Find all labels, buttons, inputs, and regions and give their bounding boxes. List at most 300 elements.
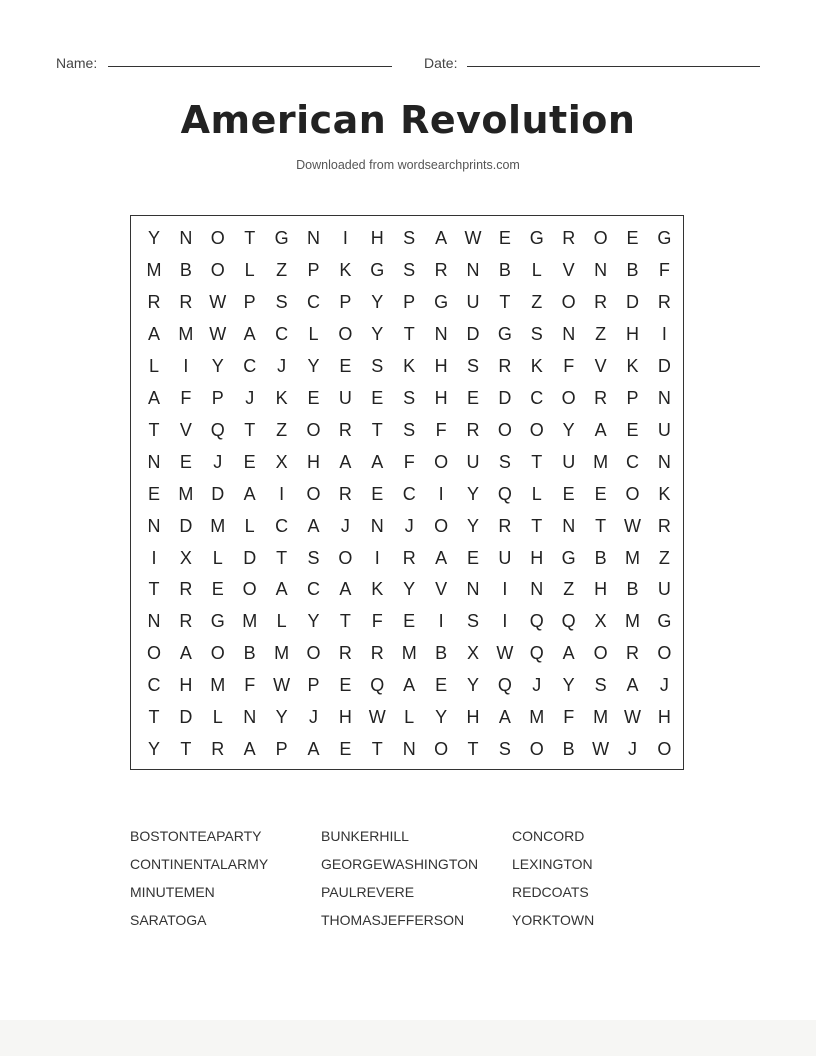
word-list-item: CONCORD <box>512 828 585 844</box>
grid-cell[interactable]: L <box>308 323 319 344</box>
grid-cell[interactable]: G <box>561 547 576 568</box>
grid-cell[interactable]: O <box>210 643 225 664</box>
grid-cell[interactable]: W <box>368 707 386 728</box>
grid-cell[interactable]: J <box>309 707 318 728</box>
grid-cell[interactable]: L <box>531 483 542 504</box>
grid-cell[interactable]: F <box>180 387 192 408</box>
grid-cell[interactable]: H <box>434 355 448 376</box>
grid-cell[interactable]: Y <box>562 419 575 440</box>
grid-cell[interactable]: H <box>338 707 352 728</box>
grid-cell[interactable]: G <box>434 291 449 312</box>
grid-cell[interactable]: O <box>210 228 225 248</box>
grid-cell[interactable]: O <box>593 643 608 664</box>
grid-cell[interactable]: S <box>466 355 479 376</box>
grid-cell[interactable]: W <box>273 675 291 696</box>
grid-cell[interactable]: O <box>434 515 449 536</box>
grid-cell[interactable]: F <box>435 419 447 440</box>
grid-cell[interactable]: O <box>625 483 640 504</box>
grid-cell[interactable]: A <box>243 739 256 760</box>
grid-cell[interactable]: E <box>339 739 352 760</box>
grid-cell[interactable]: V <box>594 355 607 376</box>
grid-cell[interactable]: O <box>434 451 449 472</box>
grid-cell[interactable]: M <box>210 515 226 536</box>
grid-cell[interactable]: I <box>183 355 189 376</box>
date-field[interactable] <box>467 66 760 67</box>
grid-cell[interactable]: C <box>626 451 639 472</box>
grid-cell[interactable]: D <box>211 483 225 504</box>
grid-cell[interactable]: L <box>531 259 542 280</box>
grid-cell[interactable]: Y <box>147 228 160 248</box>
grid-cell[interactable]: N <box>466 259 480 280</box>
grid-cell[interactable]: N <box>179 228 193 248</box>
grid-cell[interactable]: P <box>243 291 256 312</box>
grid-cell[interactable]: Y <box>562 675 575 696</box>
grid-cell[interactable]: G <box>370 259 385 280</box>
grid-cell[interactable]: R <box>594 291 608 312</box>
grid-cell[interactable]: N <box>402 739 416 760</box>
grid-cell[interactable]: U <box>338 387 352 408</box>
name-label: Name: <box>56 55 98 71</box>
word-list-item: CONTINENTALARMY <box>130 856 269 872</box>
grid-cell[interactable]: E <box>371 387 384 408</box>
grid-cell[interactable]: N <box>243 707 257 728</box>
grid-cell[interactable]: J <box>213 451 223 472</box>
grid-cell[interactable]: T <box>244 228 256 248</box>
grid-cell[interactable]: J <box>245 387 255 408</box>
grid-cell[interactable]: R <box>498 355 512 376</box>
grid-cell[interactable]: K <box>658 483 671 504</box>
grid-cell[interactable]: A <box>339 579 352 600</box>
grid-cell[interactable]: P <box>307 675 320 696</box>
grid-cell[interactable]: T <box>244 419 256 440</box>
name-field[interactable] <box>108 66 392 67</box>
grid-cell[interactable]: D <box>626 291 639 312</box>
grid-cell[interactable]: A <box>275 579 288 600</box>
grid-cell[interactable]: B <box>594 547 607 568</box>
grid-cell[interactable]: N <box>594 259 608 280</box>
grid-cell[interactable]: M <box>146 259 162 280</box>
grid-cell[interactable]: N <box>466 579 480 600</box>
grid-cell[interactable]: J <box>628 739 637 760</box>
grid-cell[interactable]: A <box>147 323 160 344</box>
grid-cell[interactable]: E <box>339 675 352 696</box>
grid-cell[interactable]: T <box>531 515 543 536</box>
grid-cell[interactable]: X <box>594 611 607 632</box>
grid-cell[interactable]: R <box>434 259 448 280</box>
grid-cell[interactable]: Y <box>307 355 320 376</box>
grid-cell[interactable]: A <box>403 675 416 696</box>
grid-cell[interactable]: L <box>404 707 415 728</box>
grid-cell[interactable]: Q <box>210 419 225 440</box>
grid-cell[interactable]: P <box>339 291 352 312</box>
grid-cell[interactable]: A <box>498 707 511 728</box>
grid-cell[interactable]: C <box>243 355 257 376</box>
grid-cell[interactable]: B <box>498 259 511 280</box>
grid-cell[interactable]: T <box>148 707 160 728</box>
date-label: Date: <box>424 55 458 71</box>
grid-cell[interactable]: M <box>625 611 640 632</box>
grid-cell[interactable]: W <box>464 228 482 248</box>
grid-cell[interactable]: A <box>435 228 448 248</box>
grid-cell[interactable]: D <box>179 707 193 728</box>
grid-cell[interactable]: L <box>276 611 287 632</box>
grid-cell[interactable]: F <box>563 707 575 728</box>
grid-cell[interactable]: N <box>657 451 671 472</box>
grid-cell[interactable]: K <box>626 355 639 376</box>
grid-cell[interactable]: M <box>593 707 609 728</box>
grid-cell[interactable]: W <box>496 643 514 664</box>
grid-cell[interactable]: A <box>435 547 448 568</box>
grid-cell[interactable]: H <box>626 323 639 344</box>
grid-cell[interactable]: L <box>244 515 255 536</box>
grid-cell[interactable]: D <box>498 387 512 408</box>
grid-cell[interactable]: Z <box>563 579 575 600</box>
grid-cell[interactable]: E <box>179 451 192 472</box>
grid-cell[interactable]: O <box>306 419 321 440</box>
grid-cell[interactable]: J <box>277 355 287 376</box>
grid-cell[interactable]: I <box>374 547 380 568</box>
grid-cell[interactable]: R <box>657 291 671 312</box>
grid-cell[interactable]: H <box>530 547 544 568</box>
grid-cell[interactable]: A <box>307 515 320 536</box>
grid-cell[interactable]: S <box>530 323 543 344</box>
grid-cell[interactable]: U <box>657 579 671 600</box>
grid-cell[interactable]: U <box>657 419 671 440</box>
grid-cell[interactable]: D <box>243 547 257 568</box>
grid-cell[interactable]: J <box>532 675 542 696</box>
grid-cell[interactable]: B <box>435 643 448 664</box>
grid-cell[interactable]: F <box>658 259 670 280</box>
grid-cell[interactable]: O <box>529 739 544 760</box>
grid-cell[interactable]: H <box>657 707 671 728</box>
grid-cell[interactable]: Z <box>595 323 607 344</box>
grid-cell[interactable]: T <box>467 739 479 760</box>
grid-cell[interactable]: L <box>148 355 159 376</box>
grid-cell[interactable]: S <box>466 611 479 632</box>
grid-cell[interactable]: R <box>179 579 193 600</box>
grid-cell[interactable]: B <box>562 739 575 760</box>
grid-cell[interactable]: R <box>402 547 416 568</box>
grid-cell[interactable]: T <box>339 611 351 632</box>
grid-cell[interactable]: O <box>306 483 321 504</box>
grid-cell[interactable]: H <box>594 579 608 600</box>
grid-cell[interactable]: U <box>562 451 576 472</box>
grid-cell[interactable]: U <box>466 451 480 472</box>
grid-cell[interactable]: W <box>209 323 227 344</box>
grid-cell[interactable]: T <box>148 579 160 600</box>
grid-cell[interactable]: N <box>147 611 161 632</box>
grid-cell[interactable]: X <box>466 643 479 664</box>
grid-cell[interactable]: Q <box>561 611 576 632</box>
grid-cell[interactable]: E <box>339 355 352 376</box>
grid-cell[interactable]: G <box>657 228 672 248</box>
grid-cell[interactable]: M <box>242 611 258 632</box>
grid-cell[interactable]: R <box>338 643 352 664</box>
grid-cell[interactable]: Y <box>403 579 416 600</box>
grid-cell[interactable]: O <box>561 387 576 408</box>
grid-cell[interactable]: P <box>626 387 639 408</box>
grid-cell[interactable]: M <box>210 675 226 696</box>
grid-cell[interactable]: Y <box>371 323 384 344</box>
grid-cell[interactable]: D <box>657 355 671 376</box>
grid-cell[interactable]: A <box>626 675 639 696</box>
grid-cell[interactable]: A <box>179 643 192 664</box>
grid-cell[interactable]: R <box>338 483 352 504</box>
grid-cell[interactable]: M <box>593 451 609 472</box>
grid-cell[interactable]: Y <box>307 611 320 632</box>
grid-cell[interactable]: R <box>498 515 512 536</box>
grid-cell[interactable]: M <box>529 707 545 728</box>
grid-cell[interactable]: S <box>594 675 607 696</box>
grid-cell[interactable]: F <box>244 675 256 696</box>
grid-cell[interactable]: O <box>593 228 608 248</box>
grid-cell[interactable]: N <box>657 387 671 408</box>
grid-cell[interactable]: A <box>243 483 256 504</box>
grid-cell[interactable]: L <box>212 547 223 568</box>
grid-cell[interactable]: T <box>148 419 160 440</box>
grid-cell[interactable]: Y <box>466 515 479 536</box>
grid-cell[interactable]: E <box>562 483 575 504</box>
grid-cell[interactable]: I <box>438 483 444 504</box>
grid-cell[interactable]: O <box>338 323 353 344</box>
grid-cell[interactable]: V <box>179 419 192 440</box>
grid-cell[interactable]: A <box>243 323 256 344</box>
grid-cell[interactable]: P <box>275 739 288 760</box>
grid-cell[interactable]: O <box>306 643 321 664</box>
grid-cell[interactable]: T <box>403 323 415 344</box>
grid-cell[interactable]: J <box>340 515 350 536</box>
grid-cell[interactable]: D <box>179 515 193 536</box>
grid-cell[interactable]: J <box>404 515 414 536</box>
grid-cell[interactable]: O <box>338 547 353 568</box>
grid-cell[interactable]: R <box>370 643 384 664</box>
grid-cell[interactable]: O <box>434 739 449 760</box>
grid-cell[interactable]: H <box>434 387 448 408</box>
grid-cell[interactable]: R <box>466 419 480 440</box>
grid-cell[interactable]: B <box>626 579 639 600</box>
grid-cell[interactable]: N <box>530 579 544 600</box>
grid-cell[interactable]: R <box>338 419 352 440</box>
grid-cell[interactable]: N <box>562 323 576 344</box>
grid-cell[interactable]: I <box>279 483 285 504</box>
grid-cell[interactable]: O <box>210 259 225 280</box>
grid-cell[interactable]: O <box>657 643 672 664</box>
grid-cell[interactable]: H <box>307 451 320 472</box>
grid-cell[interactable]: B <box>626 259 639 280</box>
grid-cell[interactable]: O <box>529 419 544 440</box>
grid-cell[interactable]: I <box>151 547 157 568</box>
grid-cell[interactable]: O <box>497 419 512 440</box>
grid-cell[interactable]: I <box>438 611 444 632</box>
grid-cell[interactable]: P <box>211 387 224 408</box>
word-list-item: GEORGEWASHINGTON <box>321 856 479 872</box>
grid-cell[interactable]: R <box>211 739 225 760</box>
word-list-item: PAULREVERE <box>321 884 415 900</box>
grid-cell[interactable]: K <box>371 579 384 600</box>
grid-cell[interactable]: C <box>147 675 161 696</box>
grid-cell[interactable]: O <box>657 739 672 760</box>
grid-cell[interactable]: X <box>275 451 288 472</box>
grid-cell[interactable]: B <box>243 643 256 664</box>
grid-cell[interactable]: E <box>147 483 160 504</box>
grid-cell[interactable]: W <box>592 739 610 760</box>
grid-cell[interactable]: Q <box>370 675 385 696</box>
grid-cell[interactable]: N <box>147 451 161 472</box>
grid-cell[interactable]: S <box>498 451 511 472</box>
grid-cell[interactable]: E <box>498 228 511 248</box>
grid-cell[interactable]: U <box>466 291 480 312</box>
grid-cell[interactable]: K <box>403 355 416 376</box>
grid-cell[interactable]: E <box>403 611 416 632</box>
grid-cell[interactable]: M <box>625 547 640 568</box>
grid-cell[interactable]: C <box>275 515 289 536</box>
grid-cell[interactable]: A <box>594 419 607 440</box>
grid-cell[interactable]: E <box>626 228 639 248</box>
grid-cell[interactable]: T <box>595 515 607 536</box>
grid-cell[interactable]: H <box>179 675 193 696</box>
grid-cell[interactable]: E <box>435 675 448 696</box>
grid-cell[interactable]: E <box>371 483 384 504</box>
grid-cell[interactable]: E <box>307 387 320 408</box>
grid-cell[interactable]: Q <box>497 675 512 696</box>
grid-cell[interactable]: D <box>466 323 480 344</box>
grid-cell[interactable]: S <box>403 387 416 408</box>
grid-cell[interactable]: Y <box>371 291 384 312</box>
grid-cell[interactable]: K <box>530 355 543 376</box>
grid-cell[interactable]: O <box>146 643 161 664</box>
grid-cell[interactable]: W <box>209 291 227 312</box>
grid-cell[interactable]: B <box>179 259 192 280</box>
grid-cell[interactable]: T <box>371 419 383 440</box>
grid-cell[interactable]: M <box>274 643 290 664</box>
grid-cell[interactable]: R <box>594 387 608 408</box>
grid-cell[interactable]: K <box>339 259 352 280</box>
grid-cell[interactable]: Z <box>658 547 670 568</box>
grid-cell[interactable]: M <box>178 483 194 504</box>
grid-cell[interactable]: E <box>211 579 224 600</box>
grid-cell[interactable]: S <box>275 291 288 312</box>
grid-cell[interactable]: F <box>563 355 575 376</box>
grid-cell[interactable]: Q <box>497 483 512 504</box>
grid-cell[interactable]: F <box>403 451 415 472</box>
grid-cell[interactable]: G <box>529 228 544 248</box>
grid-cell[interactable]: T <box>180 739 192 760</box>
grid-cell[interactable]: S <box>403 259 416 280</box>
grid-cell[interactable]: E <box>626 419 639 440</box>
grid-cell[interactable]: N <box>370 515 384 536</box>
grid-cell[interactable]: E <box>466 387 479 408</box>
grid-cell[interactable]: P <box>307 259 320 280</box>
grid-cell[interactable]: Y <box>466 483 479 504</box>
grid-cell[interactable]: S <box>403 419 416 440</box>
grid-cell[interactable]: C <box>402 483 416 504</box>
grid-cell[interactable]: R <box>562 228 576 248</box>
grid-cell[interactable]: C <box>275 323 289 344</box>
grid-cell[interactable]: E <box>243 451 256 472</box>
grid-cell[interactable]: N <box>434 323 448 344</box>
grid-cell[interactable]: G <box>497 323 512 344</box>
grid-cell[interactable]: Y <box>211 355 224 376</box>
grid-cell[interactable]: G <box>657 611 672 632</box>
grid-cell[interactable]: P <box>403 291 416 312</box>
subtitle: Downloaded from wordsearchprints.com <box>296 158 520 172</box>
grid-cell[interactable]: M <box>401 643 417 664</box>
grid-cell[interactable]: C <box>530 387 544 408</box>
grid-cell[interactable]: Z <box>276 419 288 440</box>
grid-cell[interactable]: U <box>498 547 512 568</box>
grid-cell[interactable]: M <box>178 323 194 344</box>
grid-cell[interactable]: F <box>371 611 383 632</box>
grid-cell[interactable]: S <box>403 228 416 248</box>
grid-cell[interactable]: N <box>147 515 161 536</box>
grid-cell[interactable]: S <box>307 547 320 568</box>
grid-cell[interactable]: L <box>212 707 223 728</box>
grid-cell[interactable]: E <box>594 483 607 504</box>
word-list-item: BOSTONTEAPARTY <box>130 828 262 844</box>
grid-cell[interactable]: R <box>626 643 639 664</box>
grid-cell[interactable]: N <box>307 228 320 248</box>
grid-cell[interactable]: Z <box>531 291 543 312</box>
grid-cell[interactable]: Q <box>529 643 544 664</box>
grid-cell[interactable]: N <box>562 515 576 536</box>
grid-cell[interactable]: T <box>276 547 288 568</box>
grid-cell[interactable]: G <box>210 611 225 632</box>
grid-cell[interactable]: I <box>502 611 508 632</box>
grid-cell[interactable]: A <box>371 451 384 472</box>
grid-cell[interactable]: S <box>371 355 384 376</box>
grid-cell[interactable]: L <box>244 259 255 280</box>
grid-cell[interactable]: V <box>435 579 448 600</box>
grid-cell[interactable]: E <box>466 547 479 568</box>
grid-cell[interactable]: Y <box>466 675 479 696</box>
grid-cell[interactable]: W <box>624 707 641 728</box>
grid-cell[interactable]: Y <box>147 739 160 760</box>
grid-cell[interactable]: A <box>147 387 160 408</box>
grid-cell[interactable]: I <box>342 228 348 248</box>
grid-cell[interactable]: J <box>659 675 669 696</box>
grid-cell[interactable]: Y <box>435 707 448 728</box>
grid-cell[interactable]: A <box>307 739 320 760</box>
grid-cell[interactable]: I <box>661 323 667 344</box>
grid-cell[interactable]: R <box>179 291 193 312</box>
grid-cell[interactable]: X <box>179 547 192 568</box>
grid-cell[interactable]: R <box>657 515 671 536</box>
grid-cell[interactable]: G <box>274 228 289 248</box>
grid-cell[interactable]: A <box>339 451 352 472</box>
grid-cell[interactable]: K <box>275 387 288 408</box>
grid-cell[interactable]: T <box>531 451 543 472</box>
grid-cell[interactable]: C <box>307 291 320 312</box>
grid-cell[interactable]: W <box>624 515 641 536</box>
grid-cell[interactable]: C <box>307 579 320 600</box>
grid-cell[interactable]: R <box>147 291 161 312</box>
grid-cell[interactable]: I <box>502 579 508 600</box>
footer-band <box>0 1020 816 1056</box>
grid-cell[interactable]: Y <box>275 707 288 728</box>
grid-cell[interactable]: V <box>562 259 575 280</box>
grid-cell[interactable]: H <box>466 707 480 728</box>
grid-cell[interactable]: H <box>370 228 384 248</box>
grid-cell[interactable]: O <box>561 291 576 312</box>
grid-cell[interactable]: Q <box>529 611 544 632</box>
grid-cell[interactable]: T <box>371 739 383 760</box>
grid-cell[interactable]: T <box>499 291 511 312</box>
grid-cell[interactable]: O <box>242 579 257 600</box>
grid-cell[interactable]: A <box>562 643 575 664</box>
grid-cell[interactable]: R <box>179 611 193 632</box>
grid-cell[interactable]: S <box>498 739 511 760</box>
grid-cell[interactable]: Z <box>276 259 288 280</box>
